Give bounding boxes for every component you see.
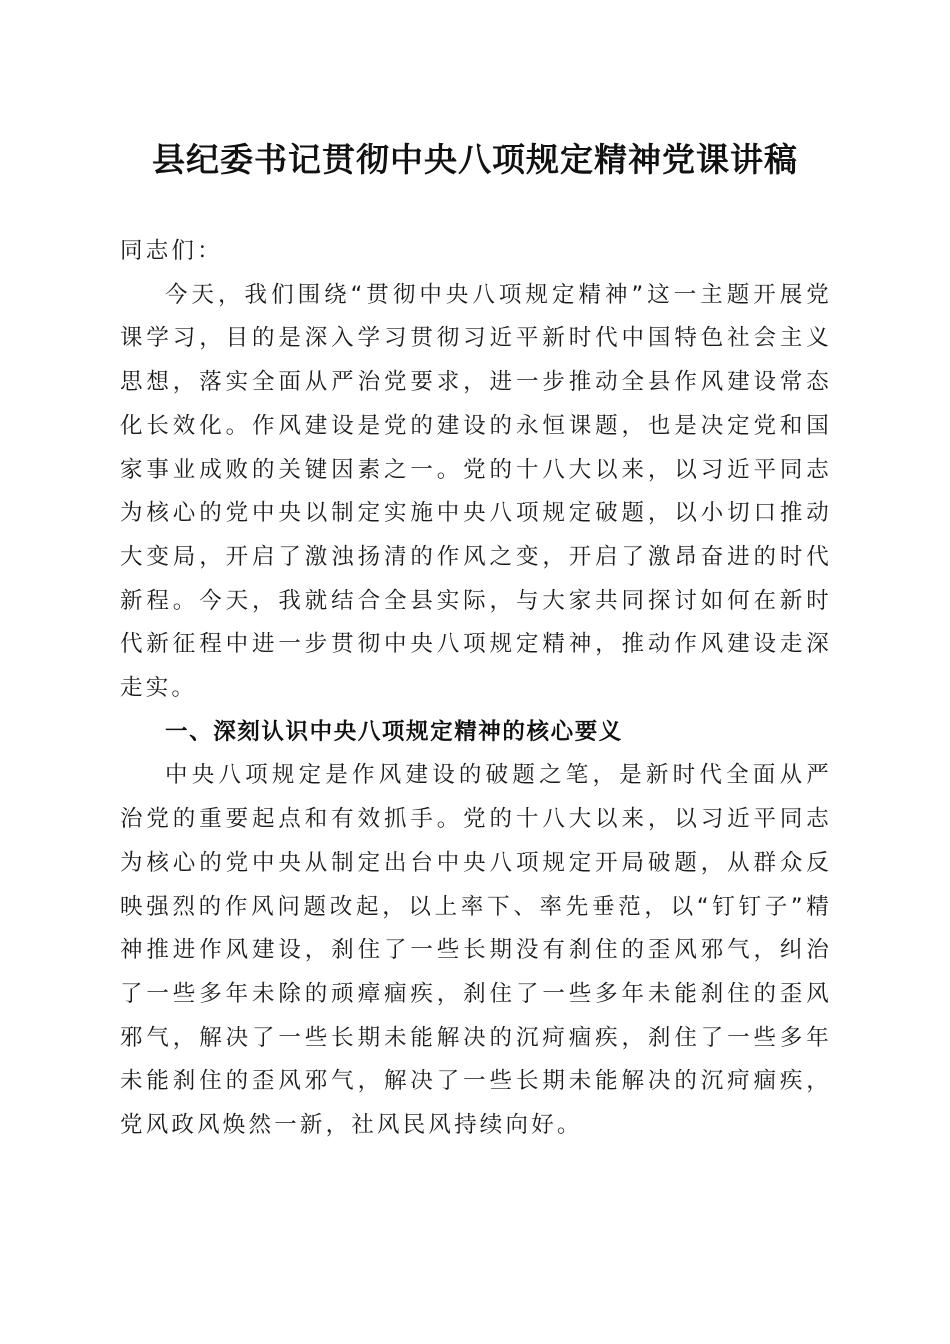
document-body [120,230,832,1148]
section-paragraph: 中央八项规定是作风建设的破题之笔，是新时代全面从严治党的重要起点和有效抓手。党的十八大以来，以习近平同志为核心的党中央从制定出台中央八项规定开局破题，从群众反映强烈的作风问题改起，以上率下、率先垂范，以“钉钉子”精神推进作风建设，刹住了一些长期没有刹住的歪风邪气，纠治了一些多年未除的顽瘴痼疾，刹住了一些多年未能刹住的歪风邪气，解决了一些长期未能解决的沉疴痼疾，刹住了一些多年未能刹住的歪风邪气，解决了一些长期未能解决的沉疴痼疾，党风政风焕然一新，社风民风持续向好。 [120,762,832,1139]
document-title: 县纪委书记贯彻中央八项规定精神党课讲稿 [152,140,798,179]
salutation: 同志们： [120,238,223,264]
section-heading: 一、深刻认识中央八项规定精神的核心要义 [165,718,623,745]
intro-paragraph: 今天，我们围绕“贯彻中央八项规定精神”这一主题开展党课学习，目的是深入学习贯彻习近平新时代中国特色社会主义思想，落实全面从严治党要求，进一步推动全县作风建设常态化长效化。作风建设是党的建设的永恒课题，也是决定党和国家事业成败的关键因素之一。党的十八大以来，以习近平同志为核心的党中央以制定实施中央八项规定破题，以小切口推动大变局，开启了激浊扬清的作风之变，开启了激昂奋进的时代新程。今天，我就结合全县实际，与大家共同探讨如何在新时代新征程中进一步贯彻中央八项规定精神，推动作风建设走深走实。 [120,281,832,702]
